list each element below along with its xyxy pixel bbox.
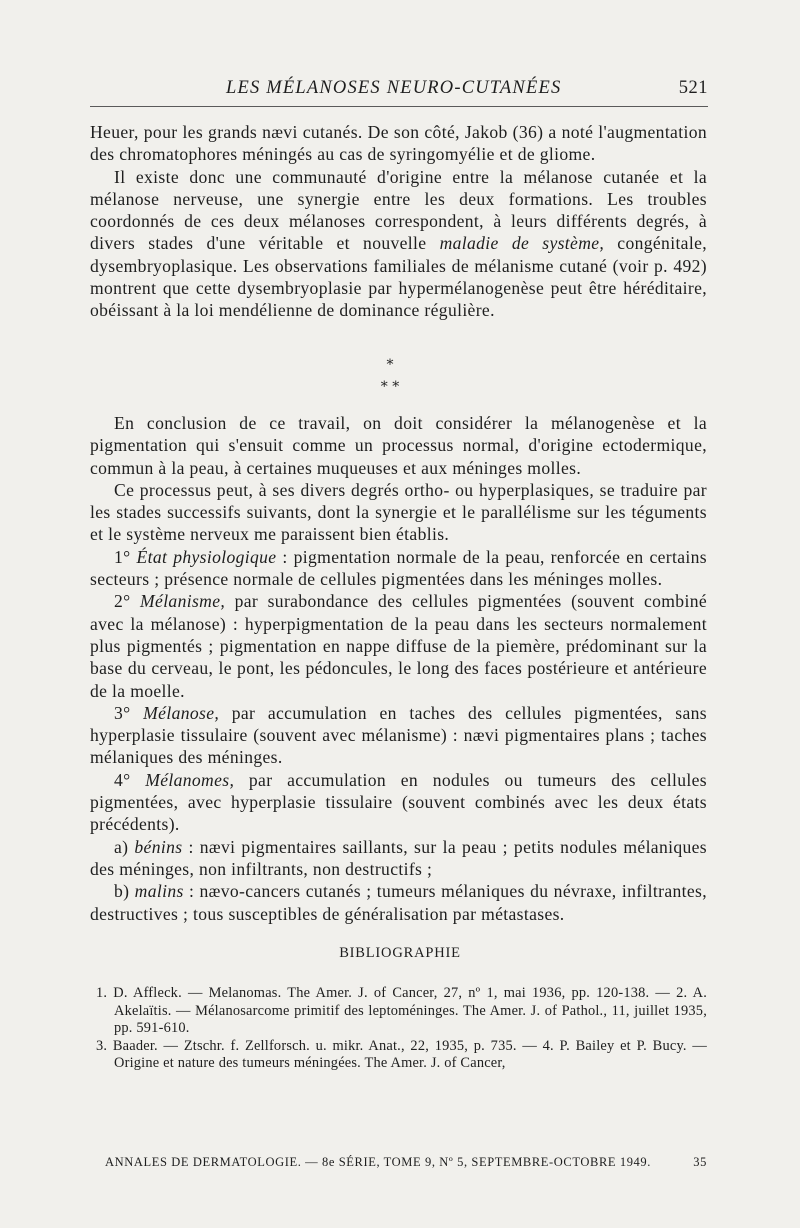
body-section-2 (90, 412, 707, 925)
bibliography-entry: 3. Baader. — Ztschr. f. Zellforsch. u. mikr. Anat., 22, 1935, p. 735. — 4. P. Bailey et P. Bucy. — Origine et nature des tumeurs méningées. The Amer. J. of Cancer, (96, 1037, 707, 1071)
sub-item-term: malins (134, 881, 184, 902)
sub-item-benins (90, 836, 707, 881)
list-item-text: par accumulation en taches des cellules pigmentées, sans hyperplasie tissulaire (souvent avec mélanisme) : nævi pigmentaires plans ; taches mélaniques des méninges. (90, 702, 708, 768)
sub-item-letter: a) (114, 836, 129, 857)
paragraph-communaute-text-b: congénitale, dysembryoplasique. Les observations familiales de mélanisme cutané (voir p. 492) montrent que cette dysembryoplasie par hypermélanogenèse peut être héréditaire, obéissant à la loi mendélienne de dominance régulière. (90, 233, 707, 321)
body-section-1 (90, 121, 707, 322)
sub-item-letter: b) (114, 881, 130, 902)
list-item-number: 2° (114, 591, 131, 612)
list-item-number: 4° (114, 769, 131, 790)
list-item-text: par accumulation en nodules ou tumeurs des cellules pigmentées, avec hyperplasie tissulaire (souvent combinés avec les deux états précédents). (90, 769, 707, 835)
list-item-text: par surabondance des cellules pigmentées (souvent combiné avec la mélanose) : hyperpigmentation de la peau dans les secteurs normalement plus pigmentés ; pigmentation en nappe diffuse de la piemère, prédominant sur la base du cerveau, le pont, les pédoncules, le long des faces postérieure et antérieure de la moelle. (90, 591, 708, 701)
bibliography-list (90, 985, 707, 1073)
list-item-number: 1° (114, 546, 131, 567)
asterism-bottom: * * (380, 379, 400, 395)
bibliography-entry: 1. D. Affleck. — Melanomas. The Amer. J. of Cancer, 27, nº 1, mai 1936, pp. 120-138. — 2. A. Akelaïtis. — Mélanosarcome primitif des leptoméninges. The Amer. J. of Pathol., 11, juillet 1935, pp. 591-610. (96, 985, 707, 1036)
paragraph-heuer: Heuer, pour les grands nævi cutanés. De son côté, Jakob (36) a noté l'augmentation des chromatophores méningés au cas de syringomyélie et de gliome. (90, 122, 707, 165)
sub-item-text: : nævo-cancers cutanés ; tumeurs mélaniques du névraxe, infiltrantes, destructives ; tous susceptibles de généralisation par métastases. (90, 881, 707, 924)
paragraph-communaute (90, 166, 707, 322)
paragraph-processus: Ce processus peut, à ses divers degrés ortho- ou hyperplasiques, se traduire par les stades successifs suivants, dont la synergie et le parallélisme sur les téguments et le système nerveux me paraissent bien établis. (90, 479, 707, 545)
sub-item-text: : nævi pigmentaires saillants, sur la peau ; petits nodules mélaniques des méninges, non infiltrants, non destructifs ; (90, 836, 708, 879)
list-item-melanisme (90, 590, 707, 701)
list-item-melanomes (90, 769, 707, 836)
list-item-term: État physiologique (136, 546, 277, 567)
list-item-etat-physiologique (90, 546, 707, 591)
paragraph-communaute-emphasis: maladie de système, (439, 233, 605, 254)
page-number: 521 (678, 78, 708, 98)
running-title: LES MÉLANOSES NEURO-CUTANÉES (226, 78, 562, 98)
sheet-number: 35 (693, 1155, 707, 1169)
list-item-number: 3° (114, 702, 131, 723)
paragraph-communaute-text-a: Il existe donc une communauté d'origine entre la mélanose cutanée et la mélanose nerveuse, une synergie entre les deux formations. Les troubles coordonnés de ces deux mélanoses correspondent, à leurs différents degrés, à divers stades d'une véritable et nouvelle (90, 166, 707, 254)
bibliography-heading: BIBLIOGRAPHIE (339, 945, 461, 961)
list-item-melanose (90, 702, 707, 769)
paragraph-conclusion: En conclusion de ce travail, on doit considérer la mélanogenèse et la pigmentation qui s'ensuit comme un processus normal, d'origine ectodermique, commun à la peau, à certaines muqueuses et aux méninges molles. (90, 413, 707, 478)
list-item-term: Mélanisme, (140, 591, 226, 612)
sub-item-term: bénins (134, 836, 183, 857)
sub-item-malins (90, 880, 707, 925)
header-rule (90, 106, 708, 107)
list-item-term: Mélanomes, (145, 769, 235, 790)
list-item-term: Mélanose, (143, 702, 220, 723)
section-asterism (330, 356, 450, 396)
journal-citation: ANNALES DE DERMATOLOGIE. — 8e SÉRIE, TOME 9, Nº 5, SEPTEMBRE-OCTOBRE 1949. (105, 1155, 651, 1169)
list-item-text: : pigmentation normale de la peau, renforcée en certains secteurs ; présence normale de cellules pigmentées dans les méninges molles. (90, 546, 707, 590)
asterism-top: * (386, 357, 394, 373)
